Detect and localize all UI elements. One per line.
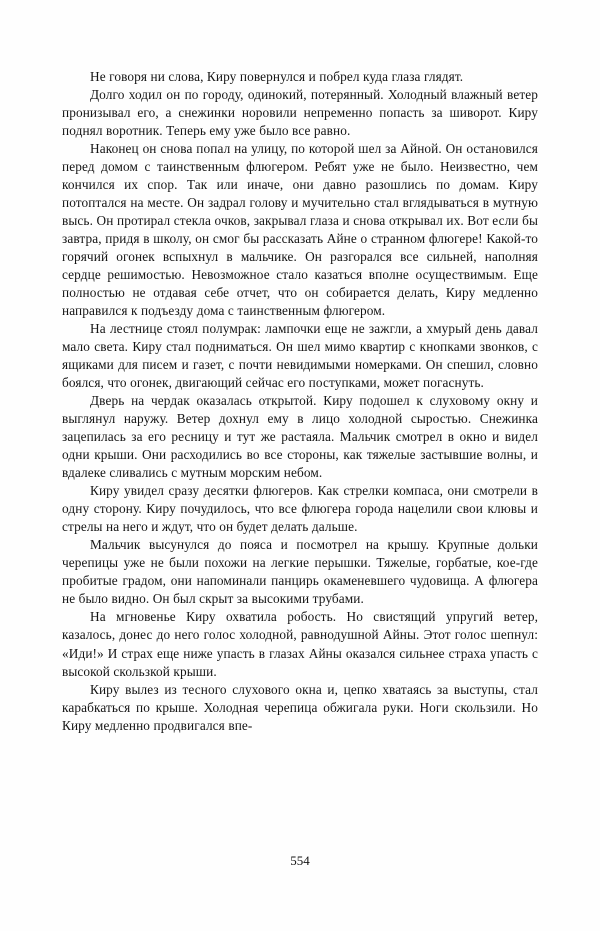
paragraph: Мальчик высунулся до пояса и посмотрел на крышу. Крупные дольки черепицы уже не были похожи на легкие перышки. Тяжелые, горбатые, кое-где пробитые градом, они напоминали панцирь окаменевшего чудовища. А флюгера не было видно. Он был скрыт за высокими трубами. [62, 537, 538, 607]
paragraph: Дверь на чердак оказалась открытой. Киру подошел к слуховому окну и выглянул наружу. Ветер дохнул ему в лицо холодной сыростью. Снежинка зацепилась за его ресницу и тут же растаяла. Мальчик смотрел в окно и видел одни крыши. Они расходились во все стороны, как тяжелые застывшие волны, и вдалеке сливались с мутным морским небом. [62, 393, 538, 481]
page-body [62, 68, 538, 735]
paragraph: Киру увидел сразу десятки флюгеров. Как стрелки компаса, они смотрели в одну сторону. Киру почудилось, что все флюгера города нацелили свои клювы и стрелы на него и ждут, что он будет делать дальше. [62, 483, 538, 535]
paragraph: Не говоря ни слова, Киру повернулся и побрел куда глаза глядят. [90, 69, 464, 84]
paragraph: На мгновенье Киру охватила робость. Но свистящий упругий ветер, казалось, донес до него голос холодной, равнодушной Айны. Этот голос шепнул: «Иди!» И страх еще ниже упасть в глазах Айны оказался сильнее страха упасть с высокой скользкой крыши. [62, 609, 538, 679]
paragraph: Долго ходил он по городу, одинокий, потерянный. Холодный влажный ветер пронизывал его, а снежинки норовили непременно попасть за шиворот. Киру поднял воротник. Теперь ему уже было все равно. [62, 87, 538, 139]
paragraph: Наконец он снова попал на улицу, по которой шел за Айной. Он остановился перед домом с таинственным флюгером. Ребят уже не было. Неизвестно, чем кончился их спор. Так или иначе, они давно разошлись по домам. Киру потоптался на месте. Он задрал голову и мучительно стал вглядываться в мутную высь. Он протирал стекла очков, закрывал глаза и снова открывал их. Вот если бы завтра, придя в школу, он смог бы рассказать Айне о странном флюгере! Какой-то горячий огонек вспыхнул в мальчике. Он разгорался все сильней, наполняя сердце решимостью. Невозможное стало казаться вполне осуществимым. Еще полностью не отдавая себе отчет, что он собирается делать, Киру медленно направился к подъезду дома с таинственным флюгером. [62, 141, 538, 319]
paragraph: Киру вылез из тесного слухового окна и, цепко хватаясь за выступы, стал карабкаться по крыше. Холодная черепица обжигала руки. Ноги скользили. Но Киру медленно продвигался впе- [62, 681, 538, 733]
page-number: 554 [290, 853, 310, 868]
paragraph: На лестнице стоял полумрак: лампочки еще не зажгли, а хмурый день давал мало света. Киру стал подниматься. Он шел мимо квартир с кнопками звонков, с ящиками для писем и газет, с почти невидимыми номерками. Он спешил, словно боялся, что огонек, двигающий сейчас его поступками, может погаснуть. [62, 321, 538, 391]
